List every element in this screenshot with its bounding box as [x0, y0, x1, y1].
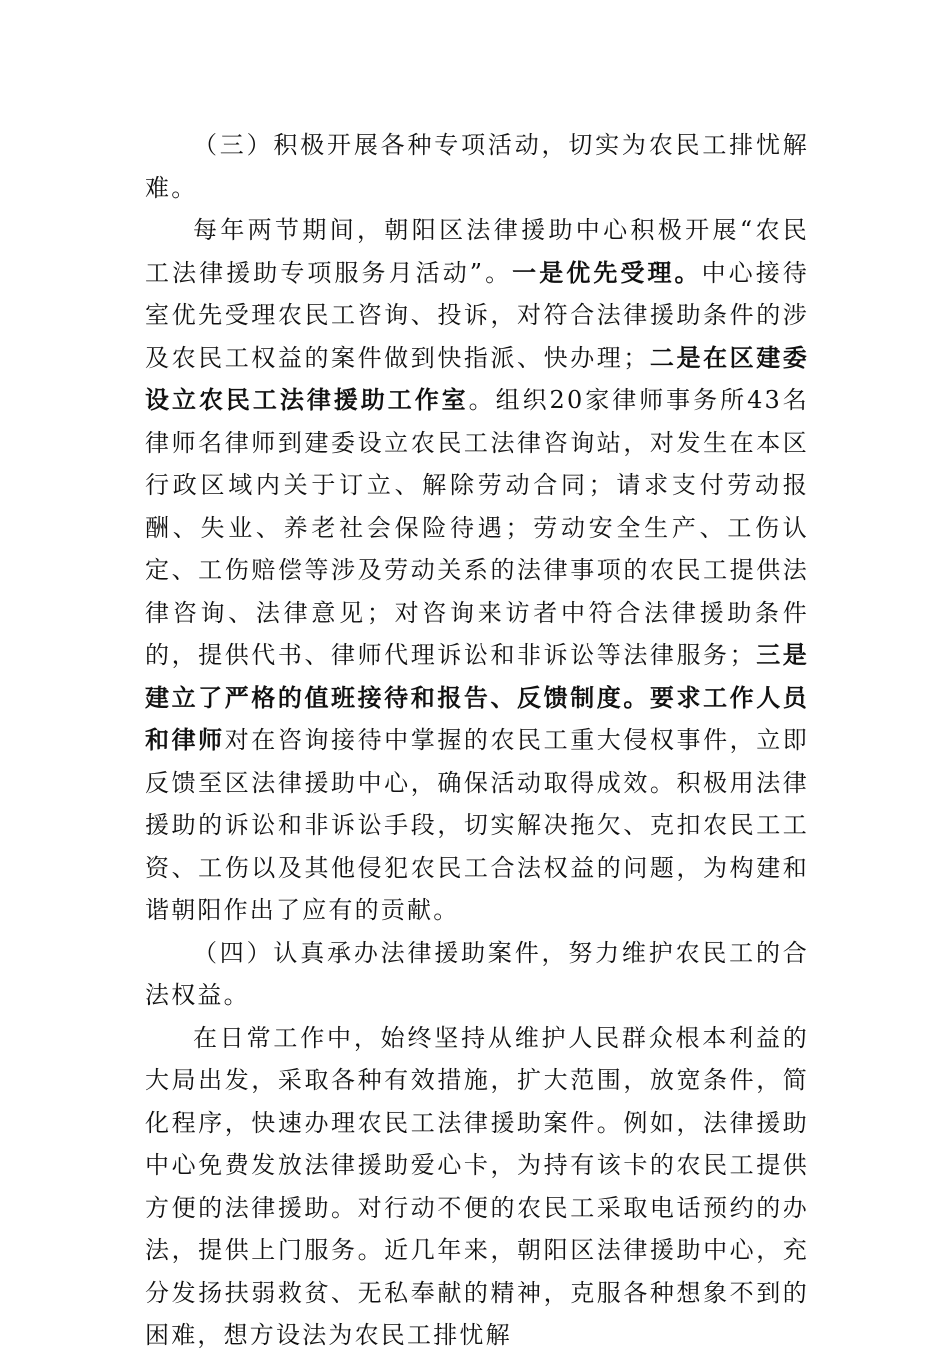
bold-point-2: 二是在区建委设立农民工法律援助工作室 [145, 343, 809, 414]
bold-point-1: 一是优先受理。 [512, 258, 702, 287]
paragraph-text: 每年两节期间，朝阳区法律援助中心积极开展“农民工法律援助专项服务月活动”。 [145, 216, 809, 287]
paragraph-text: 对在咨询接待中掌握的农民工重大侵权事件，立即反馈至区法律援助中心，确保活动取得成效。积极用法律援助的诉讼和非诉讼手段，切实解决拖欠、克扣农民工工资、工伤以及其他侵犯农民工合法权益的问题，为构建和谐朝阳作出了应有的贡献。 [145, 726, 809, 924]
paragraph-daily-work: 在日常工作中，始终坚持从维护人民群众根本利益的大局出发，采取各种有效措施，扩大范围，放宽条件，简化程序，快速办理农民工法律援助案件。例如，法律援助中心免费发放法律援助爱心卡，为持有该卡的农民工提供方便的法律援助。对行动不便的农民工采取电话预约的办法，提供上门服务。近几年来，朝阳区法律援助中心，充分发扬扶弱救贫、无私奉献的精神，克服各种想象不到的困难，想方设法为农民工排忧解 [145, 1023, 809, 1349]
section-heading-3: （三）积极开展各种专项活动，切实为农民工排忧解难。 [145, 131, 809, 202]
section-heading-4: （四）认真承办法律援助案件，努力维护农民工的合法权益。 [145, 938, 809, 1009]
paragraph-text: 中心接待室优先受理农民工咨询、投诉，对符合法律援助条件的涉及农民工权益的案件做到快指派、快办理； [145, 258, 809, 372]
document-page [145, 124, 809, 1357]
paragraph-special-activities [145, 209, 809, 932]
bold-point-3: 三是建立了严格的值班接待和报告、反馈制度。要求工作人员和律师 [145, 641, 809, 754]
paragraph-text: 。组织20家律师事务所43名律师名律师到建委设立农民工法律咨询站，对发生在本区行政区域内关于订立、解除劳动合同；请求支付劳动报酬、失业、养老社会保险待遇；劳动安全生产、工伤认定、工伤赔偿等涉及劳动关系的法律事项的农民工提供法律咨询、法律意见；对咨询来访者中符合法律援助条件的，提供代书、律师代理诉讼和非诉讼等法律服务； [145, 386, 809, 669]
